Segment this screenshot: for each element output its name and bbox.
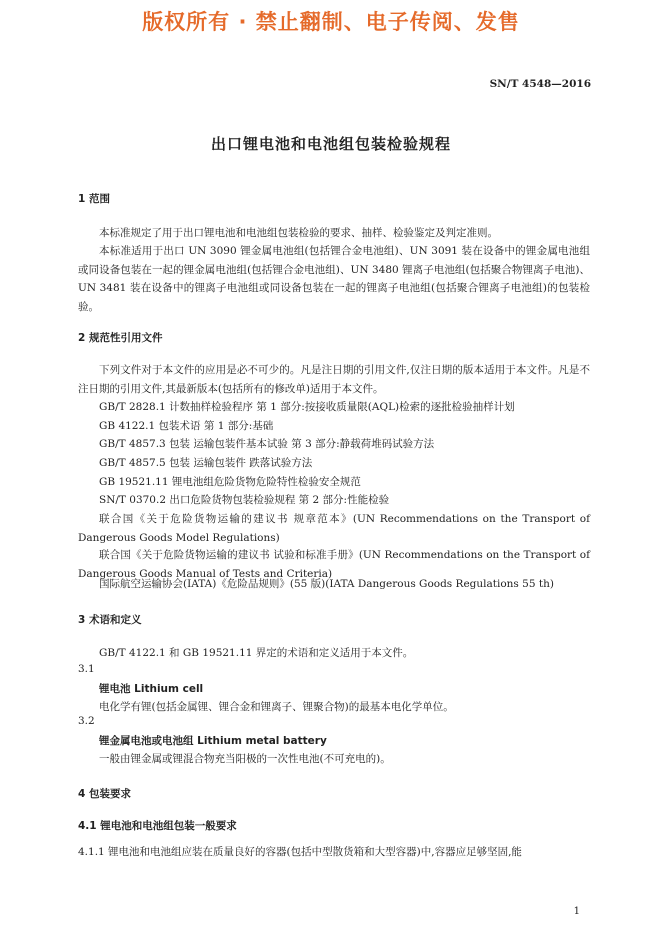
term-3-1-number: 3.1 (78, 663, 95, 675)
reference-item: GB 19521.11 锂电池组危险货物危险特性检验安全规范 (99, 475, 361, 488)
term-3-1-title: 锂电池 Lithium cell (99, 683, 204, 695)
page-number: 1 (573, 906, 580, 917)
term-3-1-definition: 电化学有锂(包括金属锂、锂合金和锂离子、锂聚合物)的最基本电化学单位。 (99, 701, 454, 713)
reference-list (99, 399, 599, 511)
reference-item: GB 4122.1 包装术语 第 1 部分:基础 (99, 419, 274, 432)
reference-item: SN/T 0370.2 出口危险货物包装检验规程 第 2 部分:性能检验 (99, 494, 390, 507)
section-2-heading: 2 规范性引用文件 (78, 332, 163, 344)
document-title: 出口锂电池和电池组包装检验规程 (210, 135, 451, 153)
section-2-intro: 下列文件对于本文件的应用是必不可少的。凡是注日期的引用文件,仅注日期的版本适用于本文件。凡是不注日期的引用文件,其最新版本(包括所有的修改单)适用于本文件。 (78, 364, 590, 395)
reference-iata: 国际航空运输协会(IATA)《危险品规则》(55 版)(IATA Dangerous Goods Regulations 55 th) (99, 578, 554, 590)
section-3-heading: 3 术语和定义 (78, 614, 142, 626)
section-4-1-heading: 4.1 锂电池和电池组包装一般要求 (78, 820, 237, 832)
watermark-banner: 版权所有 · 禁止翻制、电子传阅、发售 (142, 10, 520, 34)
reference-item: GB/T 4857.3 包装 运输包装件基本试验 第 3 部分:静载荷堆码试验方法 (99, 438, 435, 451)
clause-4-1-1: 4.1.1 锂电池和电池组应装在质量良好的容器(包括中型散货箱和大型容器)中,容器应足够坚固,能 (78, 846, 522, 858)
term-3-2-definition: 一般由锂金属或锂混合物充当阳极的一次性电池(不可充电的)。 (99, 753, 391, 765)
reference-un-manual-tests: 联合国《关于危险货物运输的建议书 试验和标准手册》(UN Recommendations on the Transport of Dangerous Goods Manual of Tests and Criteria) (78, 549, 590, 580)
term-3-2-number: 3.2 (78, 715, 95, 727)
section-1-paragraph-2: 本标准适用于出口 UN 3090 锂金属电池组(包括锂合金电池组)、UN 3091 装在设备中的锂金属电池组或同设备包装在一起的锂金属电池组(包括锂合金电池组)、UN 3480 锂离子电池组(包括聚合物锂离子电池)、UN 3481 装在设备中的锂离子电池组或同设备包装在一起的锂离子电池组(包括聚合锂离子电池组)的包装检验。 (78, 245, 590, 314)
section-3-intro: GB/T 4122.1 和 GB 19521.11 界定的术语和定义适用于本文件。 (99, 647, 414, 659)
section-1-paragraph-1: 本标准规定了用于出口锂电池和电池组包装检验的要求、抽样、检验鉴定及判定准则。 (99, 227, 498, 239)
reference-un-model-regulations: 联合国《关于危险货物运输的建议书 规章范本》(UN Recommendations on the Transport of Dangerous Goods Model Regulations) (78, 513, 590, 544)
reference-item: GB/T 2828.1 计数抽样检验程序 第 1 部分:按接收质量限(AQL)检索的逐批检验抽样计划 (99, 401, 515, 413)
standard-number: SN/T 4548—2016 (489, 78, 591, 90)
term-3-2-title: 锂金属电池或电池组 Lithium metal battery (99, 735, 327, 747)
reference-item: GB/T 4857.5 包装 运输包装件 跌落试验方法 (99, 457, 313, 470)
section-1-heading: 1 范围 (78, 193, 110, 205)
section-4-heading: 4 包装要求 (78, 788, 131, 800)
